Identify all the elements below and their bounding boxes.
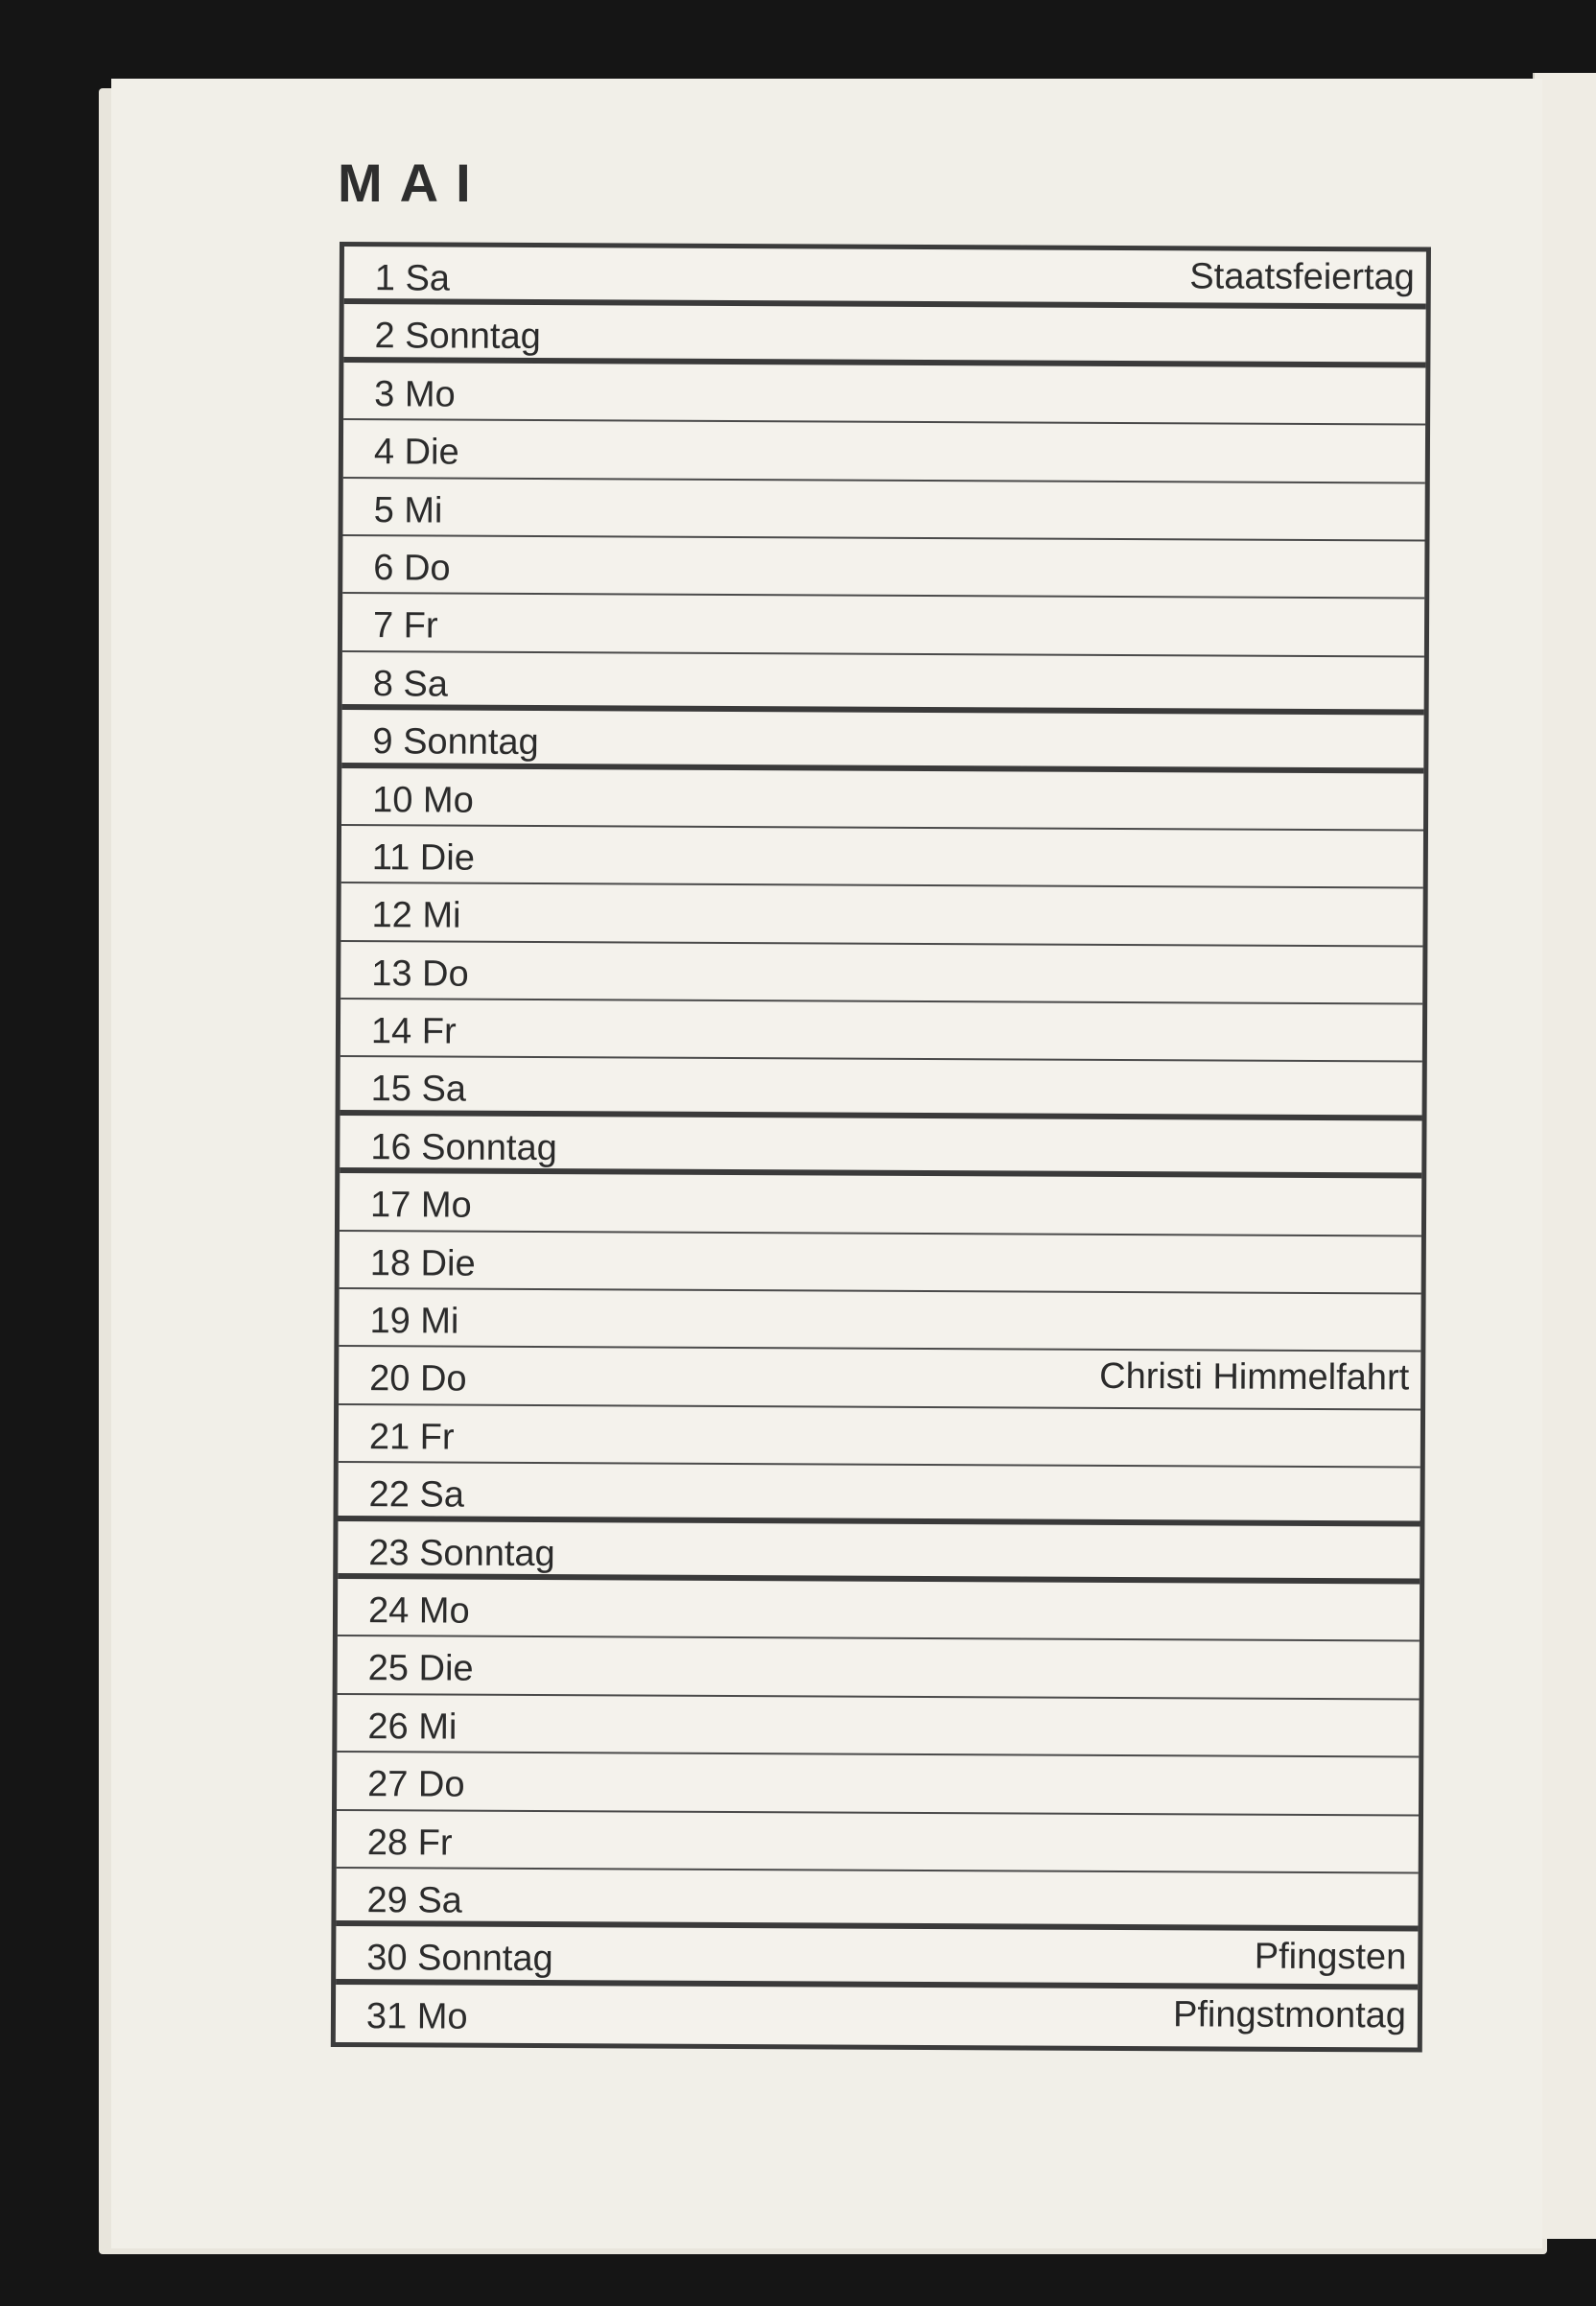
day-label: 23 Sonntag xyxy=(368,1532,555,1574)
day-row xyxy=(343,420,1425,483)
day-row xyxy=(336,1869,1418,1932)
day-label: 2 Sonntag xyxy=(374,316,541,358)
day-label: 6 Do xyxy=(373,548,451,589)
day-row xyxy=(340,1116,1421,1179)
day-row xyxy=(340,1173,1421,1236)
day-label: 14 Fr xyxy=(370,1011,457,1052)
day-label: 20 Do xyxy=(369,1358,467,1400)
day-row xyxy=(339,1289,1420,1353)
day-label: 30 Sonntag xyxy=(366,1938,553,1980)
holiday-label: Christi Himmelfahrt xyxy=(1099,1356,1410,1399)
day-label: 17 Mo xyxy=(369,1185,472,1226)
day-row xyxy=(340,942,1422,1005)
day-row xyxy=(343,304,1425,367)
day-row xyxy=(338,1463,1420,1526)
day-label: 29 Sa xyxy=(366,1880,462,1921)
day-row xyxy=(341,768,1423,832)
day-row xyxy=(342,479,1424,542)
day-row xyxy=(340,883,1422,947)
day-label: 25 Die xyxy=(367,1648,474,1690)
holiday-label: Pfingstmontag xyxy=(1172,1993,1407,2036)
day-row xyxy=(338,1579,1420,1642)
day-label: 9 Sonntag xyxy=(372,721,539,764)
day-table xyxy=(331,242,1431,2053)
day-row xyxy=(340,1232,1421,1295)
day-label: 8 Sa xyxy=(372,663,449,705)
day-row xyxy=(337,1753,1419,1816)
day-row xyxy=(336,1985,1418,2048)
holiday-label: Staatsfeiertag xyxy=(1189,256,1415,298)
day-row xyxy=(340,1000,1422,1063)
day-label: 27 Do xyxy=(367,1764,465,1805)
day-label: 15 Sa xyxy=(370,1069,467,1111)
day-label: 22 Sa xyxy=(368,1474,465,1516)
day-row xyxy=(341,826,1423,889)
day-row xyxy=(339,1405,1420,1469)
day-label: 26 Mi xyxy=(367,1706,458,1748)
day-row xyxy=(339,1347,1420,1410)
day-row xyxy=(344,247,1426,310)
day-row xyxy=(336,1926,1418,1989)
day-label: 31 Mo xyxy=(365,1995,468,2037)
holiday-label: Pfingsten xyxy=(1254,1937,1407,1978)
day-row xyxy=(342,652,1424,716)
day-row xyxy=(341,710,1423,773)
month-title: MAI xyxy=(338,153,488,213)
day-row xyxy=(337,1695,1419,1758)
day-label: 5 Mi xyxy=(373,489,443,531)
day-label: 24 Mo xyxy=(367,1590,470,1632)
day-row xyxy=(342,536,1424,600)
day-row xyxy=(337,1811,1419,1874)
day-label: 7 Fr xyxy=(372,605,438,647)
day-label: 19 Mi xyxy=(369,1301,459,1342)
day-label: 16 Sonntag xyxy=(370,1127,557,1168)
day-label: 3 Mo xyxy=(374,373,456,415)
day-label: 13 Do xyxy=(371,953,469,995)
day-row xyxy=(338,1636,1420,1700)
day-label: 10 Mo xyxy=(372,779,474,821)
day-label: 12 Mi xyxy=(371,895,461,936)
day-row xyxy=(338,1521,1420,1585)
day-label: 1 Sa xyxy=(374,258,451,299)
day-label: 18 Die xyxy=(369,1242,476,1284)
day-row xyxy=(342,594,1424,657)
day-label: 11 Die xyxy=(371,837,475,879)
day-label: 21 Fr xyxy=(368,1416,455,1458)
day-label: 4 Die xyxy=(373,432,459,473)
day-label: 28 Fr xyxy=(366,1822,453,1864)
day-row xyxy=(343,363,1425,426)
day-row xyxy=(340,1057,1422,1120)
